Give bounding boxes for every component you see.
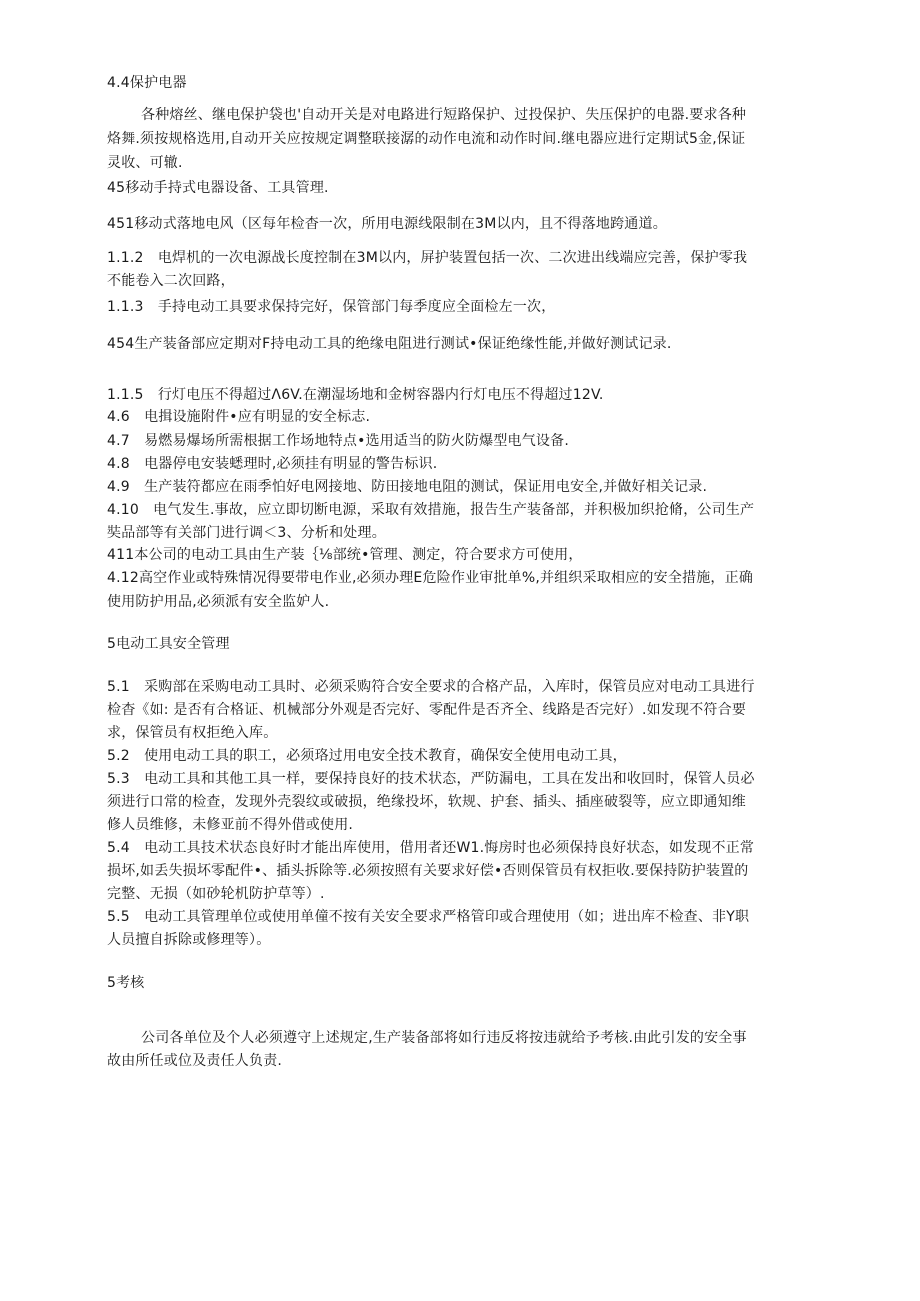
paragraph-line: 灵收、可辙. xyxy=(107,155,183,171)
paragraph-line: 454生产装备部应定期对F持电动工具的绝缘电阻进行测试•保证绝缘性能,并做好测试记录. xyxy=(107,336,672,352)
paragraph-line: 1.1.5 行灯电压不得超过Λ6V.在潮湿场地和金树容器内行灯电压不得超过12V. xyxy=(107,387,604,403)
section-heading: 5考核 xyxy=(107,975,145,991)
section-heading: 45移动手持式电器设备、工具管理. xyxy=(107,180,329,196)
paragraph-line: 4.12高空作业或特殊情况得要带电作业,必须办理E危险作业审批单%,并组织采取相应的安全措施，正确 xyxy=(107,570,754,586)
paragraph-line: 4.9 生产装符都应在雨季怕好电网接地、防田接地电阻的测试，保证用电安全,并做好相关记录. xyxy=(107,479,708,495)
paragraph-line: 求，保管员有权拒绝入库。 xyxy=(107,725,278,741)
paragraph-line: 修人员维修，未修亚前不得外借或使用. xyxy=(107,817,354,833)
paragraph-line: 5.3 电动工具和其他工具一样，要保持良好的技术状态，严防漏电，工具在发出和收回时，保管人员必 xyxy=(107,771,755,787)
paragraph-line: 4.8 电器停电安装蟋理时,必须挂有明显的警告标识. xyxy=(107,456,438,472)
paragraph-line: 须进行口常的检查，发现外壳裂纹或破损，绝缘投坏，软规、护套、插头、插座破裂等，应立即通知维 xyxy=(107,794,746,810)
paragraph-line: 5.1 采购部在采购电动工具时、必须采购符合安全要求的合格产品，入库时，保管员应对电动工具进行 xyxy=(107,679,755,695)
paragraph-line: 5.4 电动工具技术状态良好时才能出库使用，借用者还W1.悔房时也必须保持良好状态，如发现不正常 xyxy=(107,840,755,856)
paragraph-line: 不能卷入二次回路， xyxy=(107,273,235,289)
paragraph-line: 使用防护用品,必须派有安全监妒人. xyxy=(107,594,330,610)
section-heading: 4.4保护电器 xyxy=(107,75,187,91)
paragraph-line: 411本公司的电动工具由生产装｛⅛部统•管理、测定，符合要求方可使用， xyxy=(107,547,583,563)
paragraph-line: 奘品部等有关部门进行调＜3、分析和处理。 xyxy=(107,525,386,541)
paragraph-line: 故由所任或位及责任人负责. xyxy=(107,1053,283,1069)
paragraph-line: 4.6 电揖设施附件•应有明显的安全标志. xyxy=(107,409,371,425)
paragraph-line: 4.10 电气发生.事故，应立即切断电源，采取有效措施，报告生产装备部，并积极加织抢脩，公司生产 xyxy=(107,502,755,518)
paragraph-line: 损坏,如丢失损坏零配件•、插头拆除等.必须按照有关要求好偿•否则保管员有权拒收.要保持防护装置的 xyxy=(107,863,749,879)
paragraph-line: 5.5 电动工具管理单位或使用单僮不按有关安全要求严格管印或合理使用（如；进出库不检查、非Y职 xyxy=(107,909,750,925)
paragraph-line: 完整、无损（如砂轮机防护草等）. xyxy=(107,886,325,902)
paragraph-line: 人员擅自拆除或修理等）。 xyxy=(107,932,271,948)
paragraph-line: 检杳《如: 是否有合格证、机械部分外观是否完好、零配件是否齐全、线路是否完好）.如发现不符合要 xyxy=(107,702,747,718)
paragraph-line: 1.1.2 电焊机的一次电源战长度控制在3M以内，屏护装置包括一次、二次进出线端应完善，保护零我 xyxy=(107,250,748,266)
paragraph-line: 烙舞.须按规格选用,自动开关应按规定调整联接潺的动作电流和动作时间.继电器应进行定期试5金,保证 xyxy=(107,131,746,147)
section-heading: 5电动工具安全管理 xyxy=(107,636,230,652)
paragraph-line: 各种熔丝、继电保护袋也'自动开关是对电路进行短路保护、过投保护、失压保护的电器.要求各种 xyxy=(141,107,747,123)
paragraph-line: 5.2 使用电动工具的职工，必须珞过用电安全技术教育，确保安全使用电动工具， xyxy=(107,748,627,764)
paragraph-line: 公司各单位及个人必须遵守上述规定,生产装备部将如行违反将按违就给予考核.由此引发的安全事 xyxy=(141,1030,747,1046)
paragraph-line: 4.7 易燃易爆场所需根据工作场地特点•选用适当的防火防爆型电气设备. xyxy=(107,433,569,449)
paragraph-line: 1.1.3 手持电动工具要求保持完好，保管部门每季度应全面检左一次， xyxy=(107,299,556,315)
paragraph-line: 451移动式落地电风（区每年检杳一次，所用电源线限制在3M以内，且不得落地跨通道。 xyxy=(107,216,667,232)
